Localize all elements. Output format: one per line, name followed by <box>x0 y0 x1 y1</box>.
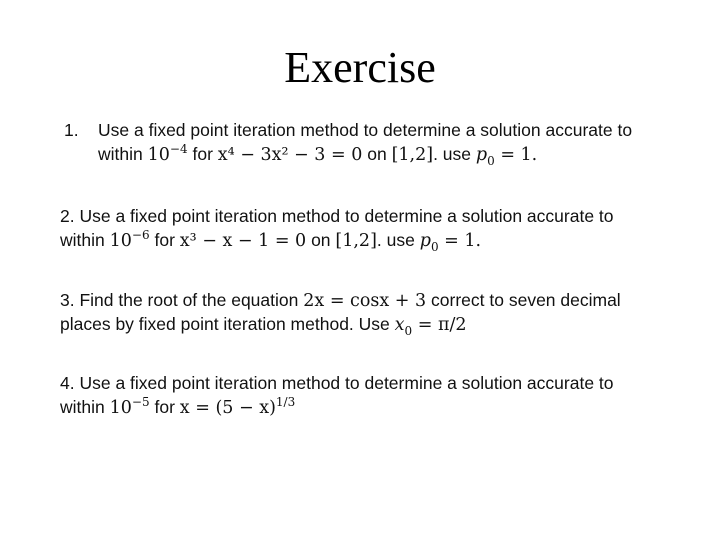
tolerance: $10^{-5}$ <box>109 395 150 418</box>
slide-title: Exercise <box>284 43 436 92</box>
interval: [1,2] <box>335 231 377 251</box>
exercise-4 <box>60 371 670 419</box>
tolerance: $10^{-4}$ <box>147 142 188 165</box>
on-label: on <box>311 230 331 250</box>
exercise-3-text-suffix: correct to seven decimal <box>431 290 621 310</box>
within-label: within <box>60 397 105 417</box>
exercise-1-line-1 <box>60 118 670 142</box>
use-label: . use <box>376 230 415 250</box>
exercise-3-line-1 <box>60 288 670 312</box>
exercise-2-text: 2. Use a fixed point iteration method to determine a solution accurate to <box>60 206 614 226</box>
on-label: on <box>367 144 387 164</box>
exercise-4-text: 4. Use a fixed point iteration method to determine a solution accurate to <box>60 373 614 393</box>
equation: 2x = cosx + 3 <box>303 291 427 311</box>
exercise-2-line-1 <box>60 204 670 228</box>
within-label: within <box>98 144 143 164</box>
for-label: for <box>154 230 175 250</box>
exercise-2 <box>60 204 670 252</box>
exercise-3-line-2 <box>60 312 670 336</box>
exercise-4-line-2 <box>60 395 670 419</box>
initial-value: $x_0 = \pi/2$ <box>394 315 467 338</box>
equation: x⁴ − 3x² − 3 = 0 <box>217 145 363 165</box>
exercise-1-text: Use a fixed point iteration method to determine a solution accurate to <box>98 120 633 140</box>
exercise-3-text-line-2: places by fixed point iteration method. Use <box>60 314 390 334</box>
exercise-3 <box>60 288 670 336</box>
equation: $x = (5 - x)^{1/3}$ <box>179 395 296 418</box>
exercise-1 <box>60 118 670 166</box>
within-label: within <box>60 230 105 250</box>
exercise-3-text-prefix: 3. Find the root of the equation <box>60 290 299 310</box>
exercise-1-line-2 <box>60 142 670 166</box>
exercise-1-number: 1. <box>64 120 79 140</box>
equation: x³ − x − 1 = 0 <box>179 231 307 251</box>
tolerance: $10^{-6}$ <box>109 228 150 251</box>
for-label: for <box>154 397 175 417</box>
initial-value: $p_0 = 1$. <box>475 145 538 168</box>
initial-value: $p_0 = 1$. <box>419 231 482 254</box>
for-label: for <box>192 144 213 164</box>
use-label: . use <box>433 144 472 164</box>
exercise-2-line-2 <box>60 228 670 252</box>
exercise-4-line-1 <box>60 371 670 395</box>
interval: [1,2] <box>391 145 434 165</box>
